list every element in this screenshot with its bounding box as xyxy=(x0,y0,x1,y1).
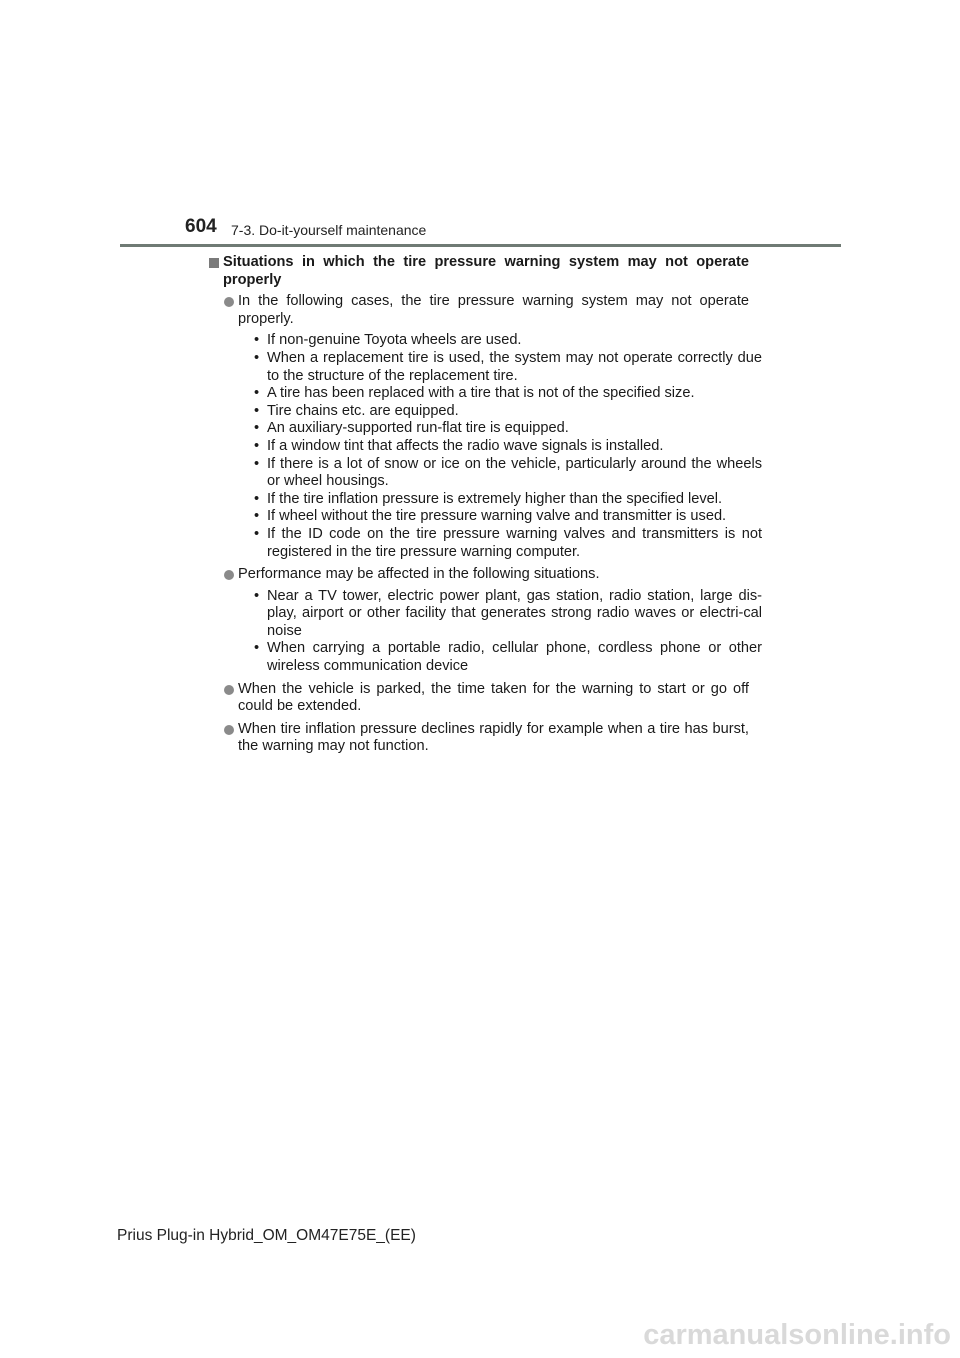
header-divider xyxy=(120,244,841,247)
main-content xyxy=(209,254,762,756)
section-heading-text: Situations in which the tire pressure warning system may not operate properly xyxy=(223,254,749,288)
page-number: 604 xyxy=(185,216,217,237)
sub-list-item: • If non-genuine Toyota wheels are used. xyxy=(254,332,522,349)
dot-bullet-icon: • xyxy=(254,455,260,472)
sub-list-item: • An auxiliary-supported run-flat tire is equipped. xyxy=(254,420,569,437)
dot-bullet-icon: • xyxy=(254,490,260,507)
circle-bullet-icon xyxy=(224,685,234,695)
section-title: 7-3. Do-it-yourself maintenance xyxy=(231,222,427,238)
sub-list-item: • If the ID code on the tire pressure warning valves and transmitters is not registered in the tire pressure warning computer. xyxy=(254,525,762,560)
dot-bullet-icon: • xyxy=(254,420,260,437)
document-footer: Prius Plug-in Hybrid_OM_OM47E75E_(EE) xyxy=(117,1227,416,1244)
sub-list-item: • If a window tint that affects the radio wave signals is installed. xyxy=(254,437,664,454)
sub-list-item: • A tire has been replaced with a tire that is not of the specified size. xyxy=(254,385,695,402)
list-item xyxy=(209,566,762,676)
square-bullet-icon xyxy=(209,258,219,268)
circle-bullet-icon xyxy=(224,725,234,735)
sub-list-item: • If wheel without the tire pressure warning valve and transmitter is used. xyxy=(254,508,727,525)
list-item-text: Performance may be affected in the following situations. xyxy=(238,566,600,583)
sub-list-item: • Tire chains etc. are equipped. xyxy=(254,402,459,419)
list-item xyxy=(209,681,749,716)
list-item-text: When tire inflation pressure declines rapidly for example when a tire has burst, the warning may not function. xyxy=(238,720,749,755)
circle-bullet-icon xyxy=(224,570,234,580)
list-item-text: In the following cases, the tire pressure warning system may not operate properly. xyxy=(238,293,749,327)
list-item xyxy=(209,293,762,561)
dot-bullet-icon: • xyxy=(254,640,260,657)
dot-bullet-icon: • xyxy=(254,349,260,366)
dot-bullet-icon: • xyxy=(254,437,260,454)
dot-bullet-icon: • xyxy=(254,402,260,419)
sub-list-item: • Near a TV tower, electric power plant, gas station, radio station, large dis-play, airport or other facility that generates strong radio waves or electri-cal noise xyxy=(254,587,762,639)
watermark: carmanualsonline.info xyxy=(643,1319,951,1351)
dot-bullet-icon: • xyxy=(254,508,260,525)
list-item xyxy=(209,721,749,756)
sub-list-item: • When a replacement tire is used, the system may not operate correctly due to the structure of the replacement tire. xyxy=(254,349,762,384)
circle-bullet-icon xyxy=(224,297,234,307)
sub-list xyxy=(238,588,762,676)
sub-list-item: • When carrying a portable radio, cellular phone, cordless phone or other wireless communication device xyxy=(254,640,762,675)
dot-bullet-icon: • xyxy=(254,332,260,349)
dot-bullet-icon: • xyxy=(254,385,260,402)
list-item-text: When the vehicle is parked, the time taken for the warning to start or go off could be extended. xyxy=(238,680,749,715)
section-heading xyxy=(209,254,749,289)
dot-bullet-icon: • xyxy=(254,525,260,542)
sub-list xyxy=(238,332,762,561)
sub-list-item: • If the tire inflation pressure is extremely higher than the specified level. xyxy=(254,490,723,507)
sub-list-item: • If there is a lot of snow or ice on the vehicle, particularly around the wheels or wheel housings. xyxy=(254,455,762,490)
dot-bullet-icon: • xyxy=(254,587,260,604)
